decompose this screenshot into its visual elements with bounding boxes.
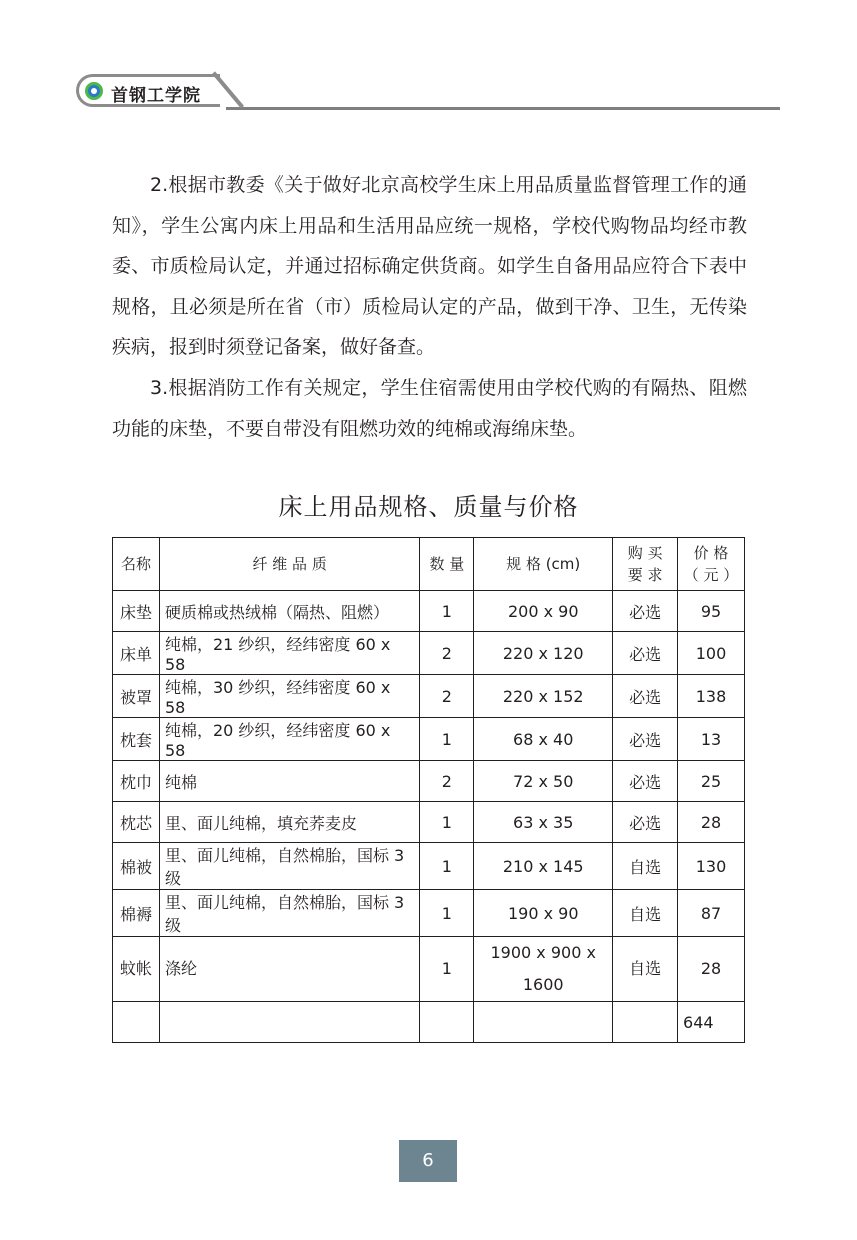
paragraph-rule-2: 2.根据市教委《关于做好北京高校学生床上用品质量监督管理工作的通知》，学生公寓内床上用品和生活用品应统一规格，学校代购物品均经市教委、市质检局认定，并通过招标确定供货商。如学生自备用品应符合下表中规格，且必须是所在省（市）质检局认定的产品，做到干净、卫生，无传染疾病，报到时须登记备案，做好备查。 bbox=[112, 174, 747, 358]
cell-empty bbox=[113, 1002, 160, 1043]
cell-spec: 68 x 40 bbox=[474, 718, 613, 761]
cell-price: 28 bbox=[678, 802, 745, 843]
header-spec: 规 格 (cm) bbox=[474, 538, 613, 591]
cell-name: 棉褥 bbox=[113, 890, 160, 937]
school-name: 首钢工学院 bbox=[111, 86, 201, 106]
table-row bbox=[113, 675, 745, 718]
cell-material: 纯棉，21 纱织，经纬密度 60 x 58 bbox=[159, 632, 419, 675]
table-row bbox=[113, 761, 745, 802]
header-name: 名称 bbox=[113, 538, 160, 591]
cell-spec bbox=[474, 937, 613, 1002]
header-rule bbox=[226, 107, 780, 110]
cell-material: 涤纶 bbox=[159, 937, 419, 1002]
cell-qty: 2 bbox=[420, 675, 474, 718]
cell-requirement: 必选 bbox=[613, 718, 678, 761]
cell-material: 纯棉 bbox=[159, 761, 419, 802]
cell-price: 130 bbox=[678, 843, 745, 890]
paragraph-rule-3: 3.根据消防工作有关规定，学生住宿需使用由学校代购的有隔热、阻燃功能的床垫，不要自带没有阻燃功效的纯棉或海绵床垫。 bbox=[112, 377, 747, 440]
header-price-line-2: （ 元 ） bbox=[683, 566, 739, 584]
cell-name: 被罩 bbox=[113, 675, 160, 718]
table-title: 床上用品规格、质量与价格 bbox=[278, 493, 579, 521]
cell-spec: 220 x 152 bbox=[474, 675, 613, 718]
cell-qty: 1 bbox=[420, 890, 474, 937]
table-row bbox=[113, 843, 745, 890]
cell-name: 床垫 bbox=[113, 591, 160, 632]
cell-qty: 1 bbox=[420, 591, 474, 632]
school-logo-icon bbox=[85, 82, 103, 100]
cell-qty: 1 bbox=[420, 937, 474, 1002]
cell-spec: 190 x 90 bbox=[474, 890, 613, 937]
cell-name: 枕套 bbox=[113, 718, 160, 761]
cell-price: 13 bbox=[678, 718, 745, 761]
header-price bbox=[678, 538, 745, 591]
page-number: 6 bbox=[399, 1140, 457, 1182]
cell-price: 87 bbox=[678, 890, 745, 937]
header-price-line-1: 价 格 bbox=[693, 544, 729, 562]
table-row bbox=[113, 802, 745, 843]
page-header bbox=[76, 74, 780, 110]
cell-name: 床单 bbox=[113, 632, 160, 675]
cell-requirement: 必选 bbox=[613, 761, 678, 802]
table-row bbox=[113, 718, 745, 761]
cell-material: 纯棉，30 纱织，经纬密度 60 x 58 bbox=[159, 675, 419, 718]
cell-empty bbox=[613, 1002, 678, 1043]
cell-name: 蚊帐 bbox=[113, 937, 160, 1002]
cell-price: 100 bbox=[678, 632, 745, 675]
bedding-spec-table bbox=[112, 537, 745, 1043]
table-row bbox=[113, 591, 745, 632]
cell-name: 枕芯 bbox=[113, 802, 160, 843]
header-requirement bbox=[613, 538, 678, 591]
cell-requirement: 必选 bbox=[613, 802, 678, 843]
table-total-row bbox=[113, 1002, 745, 1043]
cell-price: 138 bbox=[678, 675, 745, 718]
cell-spec-line-2: 1600 bbox=[522, 975, 564, 994]
cell-material: 里、面儿纯棉，自然棉胎，国标 3 级 bbox=[159, 843, 419, 890]
cell-spec-line-1: 1900 x 900 x bbox=[490, 943, 596, 962]
cell-spec: 220 x 120 bbox=[474, 632, 613, 675]
cell-qty: 2 bbox=[420, 761, 474, 802]
table-row bbox=[113, 632, 745, 675]
cell-requirement: 自选 bbox=[613, 937, 678, 1002]
cell-requirement: 自选 bbox=[613, 890, 678, 937]
header-req-line-2: 要 求 bbox=[627, 566, 663, 584]
table-row bbox=[113, 890, 745, 937]
cell-price: 28 bbox=[678, 937, 745, 1002]
cell-requirement: 必选 bbox=[613, 591, 678, 632]
cell-empty bbox=[474, 1002, 613, 1043]
cell-qty: 1 bbox=[420, 718, 474, 761]
cell-spec: 63 x 35 bbox=[474, 802, 613, 843]
cell-material: 纯棉，20 纱织，经纬密度 60 x 58 bbox=[159, 718, 419, 761]
cell-empty bbox=[420, 1002, 474, 1043]
cell-spec: 72 x 50 bbox=[474, 761, 613, 802]
cell-spec: 200 x 90 bbox=[474, 591, 613, 632]
cell-spec: 210 x 145 bbox=[474, 843, 613, 890]
table-header-row bbox=[113, 538, 745, 591]
header-tab bbox=[76, 74, 220, 107]
cell-requirement: 自选 bbox=[613, 843, 678, 890]
cell-material: 里、面儿纯棉，自然棉胎，国标 3 级 bbox=[159, 890, 419, 937]
cell-qty: 1 bbox=[420, 802, 474, 843]
cell-name: 棉被 bbox=[113, 843, 160, 890]
cell-material: 硬质棉或热绒棉（隔热、阻燃） bbox=[159, 591, 419, 632]
cell-qty: 1 bbox=[420, 843, 474, 890]
cell-requirement: 必选 bbox=[613, 632, 678, 675]
cell-empty bbox=[159, 1002, 419, 1043]
cell-name: 枕巾 bbox=[113, 761, 160, 802]
cell-price: 95 bbox=[678, 591, 745, 632]
cell-material: 里、面儿纯棉，填充荞麦皮 bbox=[159, 802, 419, 843]
cell-qty: 2 bbox=[420, 632, 474, 675]
table-row bbox=[113, 937, 745, 1002]
cell-requirement: 必选 bbox=[613, 675, 678, 718]
cell-price: 25 bbox=[678, 761, 745, 802]
cell-total-price: 644 bbox=[678, 1002, 745, 1043]
header-qty: 数 量 bbox=[420, 538, 474, 591]
header-material: 纤 维 品 质 bbox=[159, 538, 419, 591]
header-req-line-1: 购 买 bbox=[627, 544, 663, 562]
